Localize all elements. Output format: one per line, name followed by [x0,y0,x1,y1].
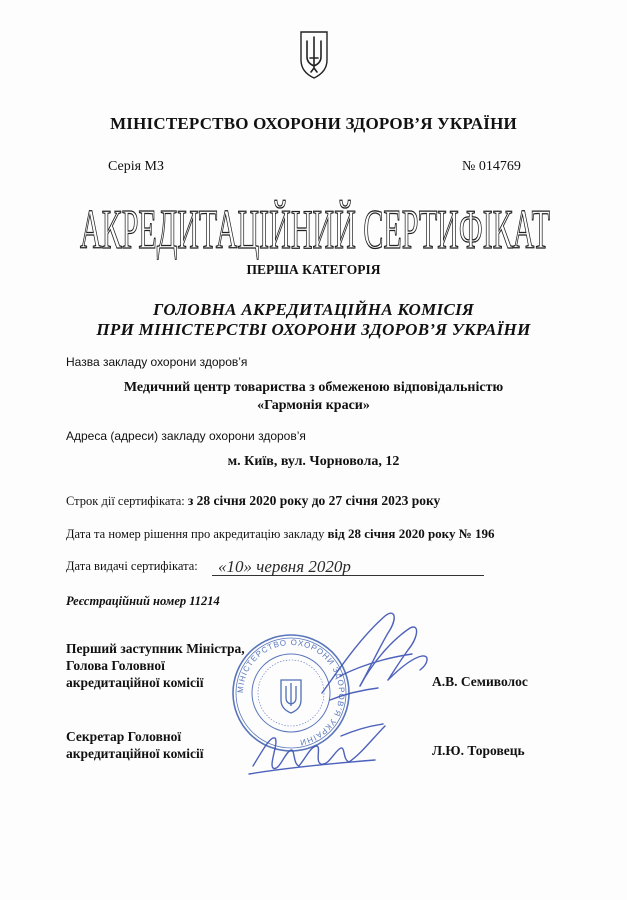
signatory-1-title-line: акредитаційної комісії [66,675,204,690]
signatory-1-title-line: Перший заступник Міністра, [66,641,245,656]
ministry-heading: МІНІСТЕРСТВО ОХОРОНИ ЗДОРОВ’Я УКРАЇНИ [110,114,517,133]
facility-name-label: Назва закладу охорони здоров’я [66,355,248,369]
series-label: Серія МЗ [108,159,165,174]
certificate-title-text: АКРЕДИТАЦІЙНИЙ СЕРТИФІКАТ [80,199,550,260]
term-value: з 28 січня 2020 року до 27 січня 2023 року [187,493,441,508]
address-label: Адреса (адреси) закладу охорони здоров’я [66,429,306,443]
decision-label: Дата та номер рішення про акредитацію закладу [66,527,325,541]
address-value: м. Київ, вул. Чорновола, 12 [227,454,400,469]
issue-date-label: Дата видачі сертифіката: [66,559,198,573]
issue-date-handwritten [212,551,484,581]
signatory-1-name: А.В. Семиволос [432,674,528,689]
commission-line-2: ПРИ МІНІСТЕРСТВІ ОХОРОНИ ЗДОРОВ’Я УКРАЇНИ [96,320,531,339]
signatory-2-title-line: Секретар Головної [66,729,182,744]
signature-1-icon [300,598,450,718]
signatory-2-title [66,728,204,762]
term-label: Строк дії сертифіката: [66,494,185,508]
signature-2-icon [245,716,395,784]
decision-row [66,526,495,542]
category-label: ПЕРША КАТЕГОРІЯ [246,262,381,277]
issue-date-handwritten-text: «10» червня 2020р [218,557,351,576]
facility-name-line-2: «Гармонія краси» [257,398,370,413]
registration-number: Реєстраційний номер 11214 [66,594,220,608]
signatory-1-title [66,640,245,691]
certificate-number: № 014769 [462,159,521,174]
trident-emblem-icon [298,28,330,80]
commission-line-1: ГОЛОВНА АКРЕДИТАЦІЙНА КОМІСІЯ [152,300,475,319]
term-row [66,493,440,509]
signatory-2-name: Л.Ю. Торовець [432,743,525,758]
seal-trident-icon [281,680,301,713]
decision-value: від 28 січня 2020 року № 196 [327,526,495,541]
seal-text: МІНІСТЕРСТВО ОХОРОНИ ЗДОРОВ’Я УКРАЇНИ [235,637,347,748]
signatory-2-title-line: акредитаційної комісії [66,746,204,761]
certificate-title [76,196,554,260]
facility-name-line-1: Медичний центр товариства з обмеженою відповідальністю [123,380,504,395]
signatory-1-title-line: Голова Головної [66,658,165,673]
